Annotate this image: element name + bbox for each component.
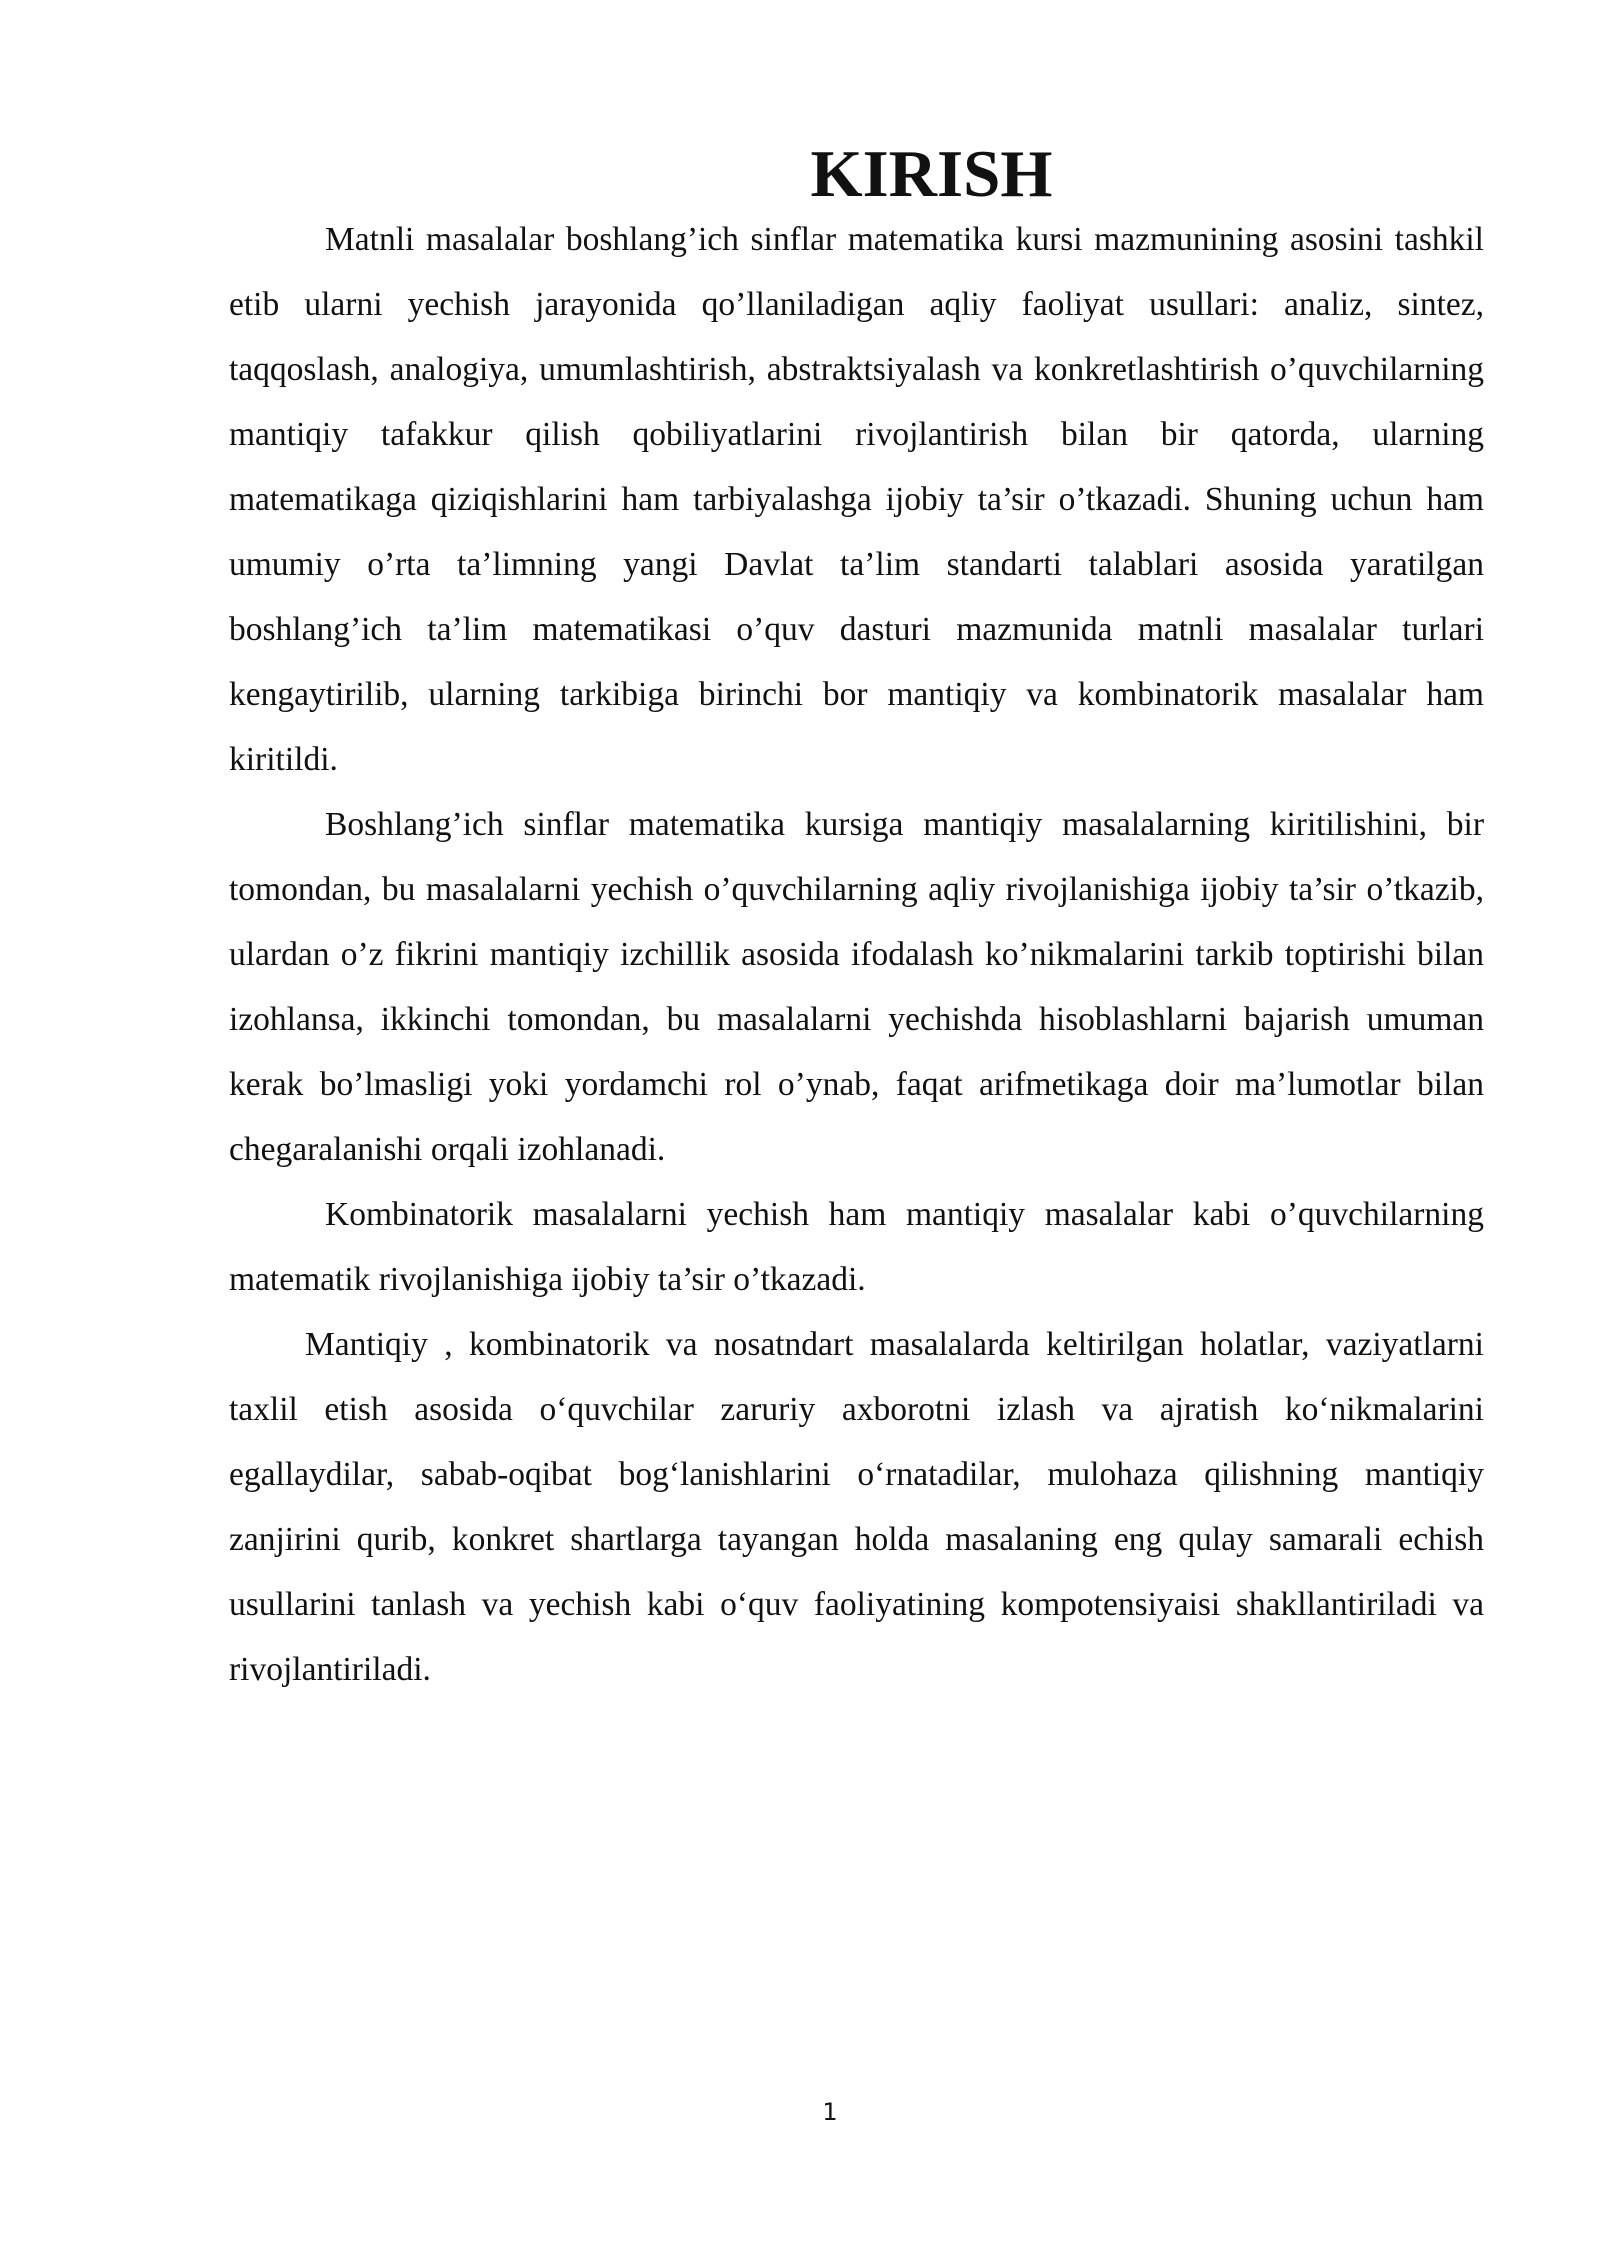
page-number: 1: [822, 2098, 838, 2126]
paragraph-3: Kombinatorik masalalarni yechish ham mantiqiy masalalar kabi o’quvchilarning matematik rivojlanishiga ijobiy ta’sir o’tkazadi.: [229, 1196, 1484, 1298]
paragraph-4: Mantiqiy , kombinatorik va nosatndart masalalarda keltirilgan holatlar, vaziyatlarni taxlil etish asosida o‘quvchilar zaruriy axborotni izlash va ajratish ko‘nikmalarini egallaydilar, sabab-oqibat bog‘lanishlarini o‘rnatadilar, mulohaza qilishning mantiqiy zanjirini qurib, konkret shartlarga tayangan holda masalaning eng qulay samarali echish usullarini tanlash va yechish kabi o‘quv faoliyatining kompotensiyaisi shakllantiriladi va rivojlantiriladi.: [229, 1326, 1484, 1688]
paragraph-1: Matnli masalalar boshlang’ich sinflar matematika kursi mazmunining asosini tashkil etib ularni yechish jarayonida qo’llaniladigan aqliy faoliyat usullari: analiz, sintez, taqqoslash, analogiya, umumlashtirish, abstraktsiyalash va konkretlashtirish o’quvchilarning mantiqiy tafakkur qilish qobiliyatlarini rivojlantirish bilan bir qatorda, ularning matematikaga qiziqishlarini ham tarbiyalashga ijobiy ta’sir o’tkazadi. Shuning uchun ham umumiy o’rta ta’limning yangi Davlat ta’lim standarti talablari asosida yaratilgan boshlang’ich ta’lim matematikasi o’quv dasturi mazmunida matnli masalalar turlari kengaytirilib, ularning tarkibiga birinchi bor mantiqiy va kombinatorik masalalar ham kiritildi.: [229, 221, 1484, 778]
paragraph-2: Boshlang’ich sinflar matematika kursiga mantiqiy masalalarning kiritilishini, bir tomondan, bu masalalarni yechish o’quvchilarning aqliy rivojlanishiga ijobiy ta’sir o’tkazib, ulardan o’z fikrini mantiqiy izchillik asosida ifodalash ko’nikmalarini tarkib toptirishi bilan izohlansa, ikkinchi tomondan, bu masalalarni yechishda hisoblashlarni bajarish umuman kerak bo’lmasligi yoki yordamchi rol o’ynab, faqat arifmetikaga doir ma’lumotlar bilan chegaralanishi orqali izohlanadi.: [229, 806, 1484, 1168]
page-title: KIRISH: [810, 137, 1053, 211]
document-body: [229, 137, 1484, 1702]
